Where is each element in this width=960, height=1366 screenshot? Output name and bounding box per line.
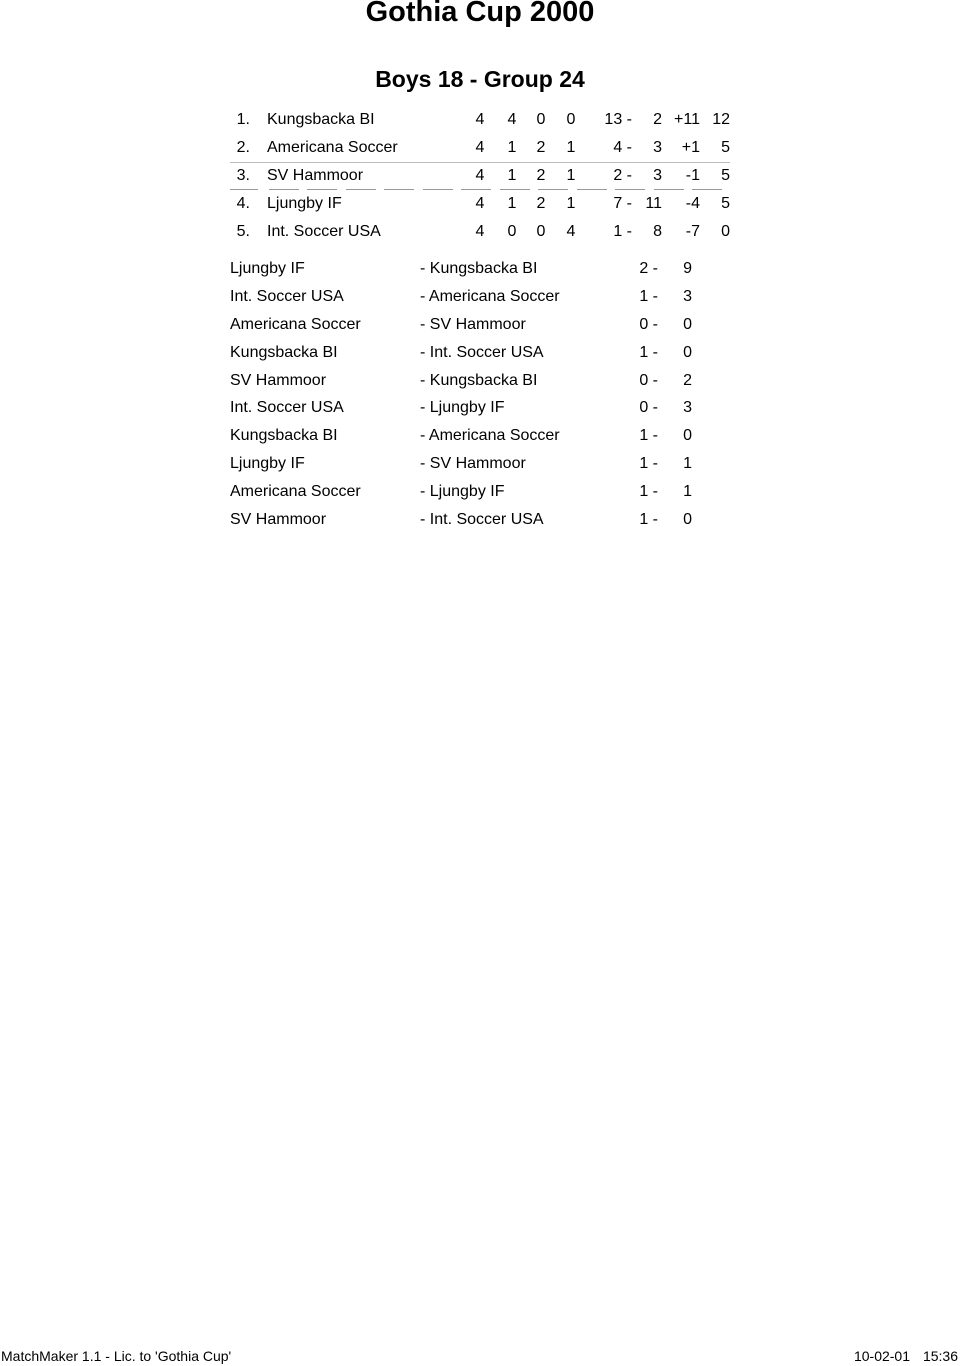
away-score: 0 [683,344,692,361]
team-name: Ljungby IF [267,195,342,212]
games-lost: 1 [566,195,576,212]
home-score: 2 - [639,260,658,277]
goal-difference: -1 [685,167,700,184]
position: 3. [236,167,250,184]
away-team: - Ljungby IF [420,399,505,416]
position: 5. [236,223,250,240]
goals-for: 13 - [604,111,632,128]
away-score: 9 [683,260,692,277]
away-score: 1 [683,455,692,472]
standings-row [0,218,960,246]
home-team: Int. Soccer USA [230,288,344,305]
games-played: 4 [475,195,485,212]
away-score: 3 [683,399,692,416]
games-won: 4 [507,111,517,128]
goals-for: 1 - [613,223,632,240]
goals-against: 11 [645,195,662,212]
home-score: 1 - [639,483,658,500]
home-team: SV Hammoor [230,372,327,389]
match-row [0,478,960,506]
away-team: - Americana Soccer [420,427,560,444]
games-won: 0 [507,223,517,240]
standings-row [0,190,960,218]
print-time: 15:36 [922,1348,958,1364]
games-played: 4 [475,223,485,240]
away-score: 0 [683,427,692,444]
standings-row [0,106,960,134]
away-team: - Kungsbacka BI [420,372,538,389]
goals-against: 3 [653,167,662,184]
home-team: Americana Soccer [230,483,361,500]
goals-against: 8 [653,223,662,240]
match-row [0,255,960,283]
match-row [0,450,960,478]
goal-difference: -7 [685,223,700,240]
away-team: - SV Hammoor [420,316,526,333]
games-lost: 1 [566,167,576,184]
home-score: 0 - [639,372,658,389]
games-lost: 1 [566,139,576,156]
away-team: - Ljungby IF [420,483,505,500]
games-played: 4 [475,139,485,156]
standings-row [0,134,960,162]
match-row [0,367,960,395]
home-score: 1 - [639,288,658,305]
points: 5 [721,195,730,212]
match-row [0,283,960,311]
away-team: - Kungsbacka BI [420,260,538,277]
games-drawn: 0 [536,111,546,128]
team-name: Int. Soccer USA [267,223,381,240]
match-row [0,506,960,534]
team-name: SV Hammoor [267,167,364,184]
games-drawn: 2 [536,139,546,156]
position: 2. [236,139,250,156]
position: 1. [236,111,250,128]
home-score: 1 - [639,455,658,472]
home-team: Americana Soccer [230,316,361,333]
home-team: Kungsbacka BI [230,344,338,361]
games-played: 4 [475,167,485,184]
home-team: Int. Soccer USA [230,399,344,416]
goal-difference: +1 [681,139,700,156]
points: 5 [721,167,730,184]
goals-against: 3 [653,139,662,156]
home-score: 0 - [639,316,658,333]
games-played: 4 [475,111,485,128]
group-title: Boys 18 - Group 24 [375,66,585,92]
away-score: 0 [683,511,692,528]
goal-difference: +11 [674,111,700,128]
home-score: 1 - [639,344,658,361]
home-team: Ljungby IF [230,455,305,472]
home-team: Kungsbacka BI [230,427,338,444]
home-team: Ljungby IF [230,260,305,277]
home-score: 0 - [639,399,658,416]
page-footer [0,1347,960,1366]
away-score: 2 [683,372,692,389]
away-score: 3 [683,288,692,305]
away-team: - SV Hammoor [420,455,526,472]
goals-for: 7 - [613,195,632,212]
games-lost: 0 [566,111,576,128]
team-name: Americana Soccer [267,139,398,156]
goals-for: 2 - [613,167,632,184]
goal-difference: -4 [685,195,700,212]
away-team: - Int. Soccer USA [420,344,544,361]
games-won: 1 [507,195,517,212]
away-score: 1 [683,483,692,500]
games-lost: 4 [566,223,576,240]
home-score: 1 - [639,427,658,444]
games-won: 1 [507,167,517,184]
points: 5 [721,139,730,156]
match-row [0,339,960,367]
match-row [0,394,960,422]
away-team: - Americana Soccer [420,288,560,305]
position: 4. [236,195,250,212]
home-score: 1 - [639,511,658,528]
goals-for: 4 - [613,139,632,156]
away-score: 0 [683,316,692,333]
points: 12 [712,111,730,128]
match-row [0,422,960,450]
standings-row [0,162,960,190]
page-title: Gothia Cup 2000 [365,0,595,28]
goals-against: 2 [653,111,662,128]
games-won: 1 [507,139,517,156]
games-drawn: 2 [536,195,546,212]
software-license: MatchMaker 1.1 - Lic. to 'Gothia Cup' [1,1348,232,1364]
home-team: SV Hammoor [230,511,327,528]
print-date: 10-02-01 [853,1348,910,1364]
match-row [0,311,960,339]
games-drawn: 2 [536,167,546,184]
away-team: - Int. Soccer USA [420,511,544,528]
points: 0 [721,223,730,240]
games-drawn: 0 [536,223,546,240]
team-name: Kungsbacka BI [267,111,375,128]
